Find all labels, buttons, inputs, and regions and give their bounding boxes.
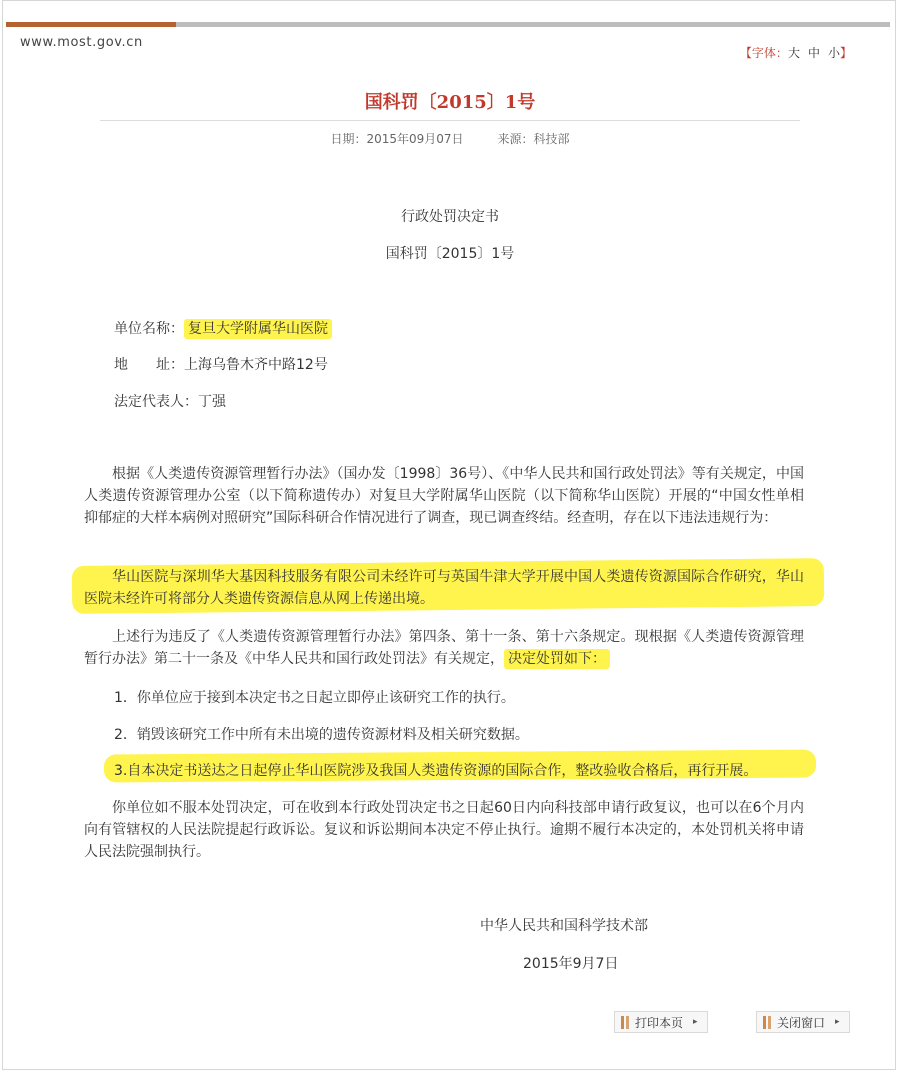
font-size-medium[interactable]: 中 xyxy=(807,46,820,60)
font-size-control xyxy=(740,44,852,61)
close-button-label: 关闭窗口 xyxy=(777,1015,826,1030)
print-button-icon xyxy=(621,1016,629,1029)
paragraph-penalty-basis xyxy=(84,626,804,670)
font-size-large[interactable]: 大 xyxy=(787,46,800,60)
font-size-small[interactable]: 小 xyxy=(827,46,840,60)
penalty-basis-text: 上述行为违反了《人类遗传资源管理暂行办法》第四条、第十一条、第十六条规定。现根据《人类遗传资源管理暂行办法》第二十一条及《中华人民共和国行政处罚法》有关规定， xyxy=(84,629,804,667)
unit-name-value: 复旦大学附属华山医院 xyxy=(184,319,332,339)
print-button-label: 打印本页 xyxy=(635,1015,684,1030)
close-button-icon xyxy=(763,1016,771,1029)
article-source: 来源：科技部 xyxy=(497,132,570,146)
legal-representative-row: 法定代表人：丁强 xyxy=(114,394,226,410)
publish-date: 日期：2015年09月07日 xyxy=(330,132,464,146)
arrow-right-icon: ▸ xyxy=(693,1017,698,1027)
arrow-right-icon: ▸ xyxy=(835,1017,840,1027)
address-row: 地 址：上海乌鲁木齐中路12号 xyxy=(114,357,328,373)
paragraph-basis: 根据《人类遗传资源管理暂行办法》（国办发〔1998〕36号）、《中华人民共和国行政处罚法》等有关规定，中国人类遗传资源管理办公室（以下简称遗传办）对复旦大学附属华山医院（以下简称华山医院）开展的“中国女性单相抑郁症的大样本病例对照研究”国际科研合作情况进行了调查，现已调查终结。经查明，存在以下违法违规行为： xyxy=(84,466,804,526)
paragraph-appeal: 你单位如不服本处罚决定，可在收到本行政处罚决定书之日起60日内向科技部申请行政复议，也可以在6个月内向有管辖权的人民法院提起行政诉讼。复议和诉讼期间本决定不停止执行。逾期不履行本决定的，本处罚机关将申请人民法院强制执行。 xyxy=(84,800,804,860)
paragraph-violation: 华山医院与深圳华大基因科技服务有限公司未经许可与英国牛津大学开展中国人类遗传资源国际合作研究，华山医院未经许可将部分人类遗传资源信息从网上传递出境。 xyxy=(84,569,804,607)
site-url: www.most.gov.cn xyxy=(20,35,143,50)
penalty-item-3: 3.自本决定书送达之日起停止华山医院涉及我国人类遗传资源的国际合作，整改验收合格后，再行开展。 xyxy=(114,763,758,779)
page-title: 国科罚〔2015〕1号 xyxy=(364,92,536,113)
document-number: 国科罚〔2015〕1号 xyxy=(385,246,515,262)
penalty-item-1: 1．你单位应于接到本决定书之日起立即停止该研究工作的执行。 xyxy=(114,690,515,706)
signature-date: 2015年9月7日 xyxy=(523,956,619,972)
close-window-button[interactable] xyxy=(756,1011,850,1033)
bracket-open: 【 xyxy=(739,46,752,60)
penalty-decision-highlight: 决定处罚如下： xyxy=(504,649,610,669)
document-heading: 行政处罚决定书 xyxy=(401,209,499,225)
bracket-close: 】 xyxy=(839,46,852,60)
article-meta xyxy=(0,130,900,147)
font-size-label: 字体： xyxy=(751,46,788,60)
print-button[interactable] xyxy=(614,1011,708,1033)
unit-name-row xyxy=(114,318,332,338)
top-bar-accent xyxy=(6,22,176,27)
title-divider xyxy=(100,120,800,121)
page-frame xyxy=(2,0,896,1070)
signature-organization: 中华人民共和国科学技术部 xyxy=(480,918,648,934)
unit-name-label: 单位名称： xyxy=(114,321,184,337)
penalty-item-2: 2．销毁该研究工作中所有未出境的遗传资源材料及相关研究数据。 xyxy=(114,727,529,743)
